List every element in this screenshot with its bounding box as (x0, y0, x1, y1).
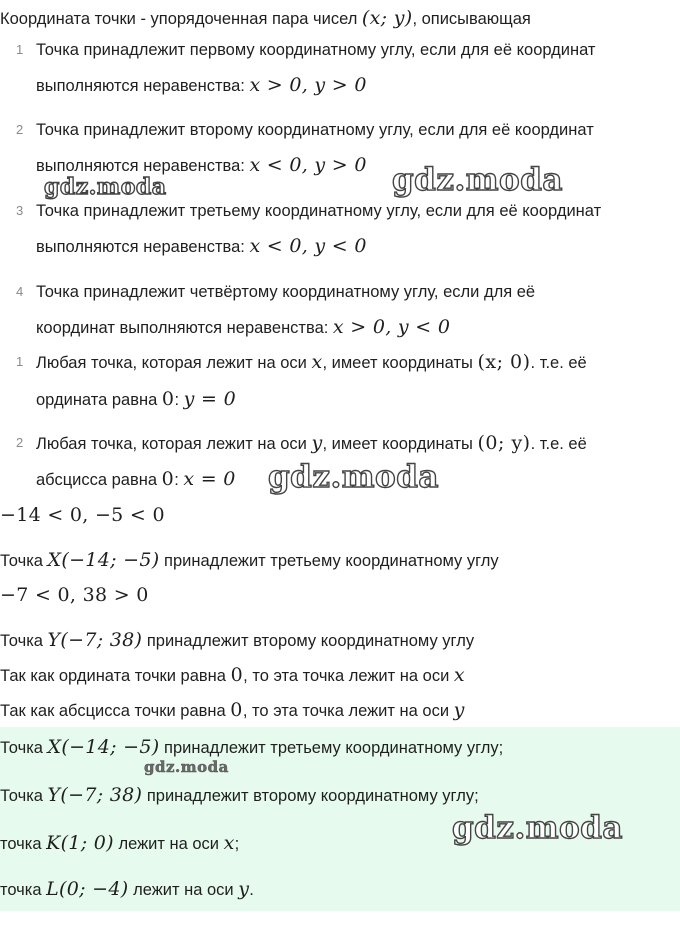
list-number: 1 (16, 42, 24, 57)
watermark: gdz.moda (144, 758, 229, 776)
list-line2: ордината равна 0: y = 0 (36, 388, 236, 410)
list-line2: выполняются неравенства: x < 0, y < 0 (36, 235, 367, 257)
list-number: 4 (16, 284, 24, 299)
answer-line: точка L(0; −4) лежит на оси y. (0, 878, 254, 900)
intro-text-end: , описывающая (412, 10, 531, 28)
watermark: gdz.moda (268, 459, 439, 495)
list-line2: координат выполняются неравенства: x > 0, y < 0 (36, 316, 451, 338)
inequality-y: −7 < 0, 38 > 0 (0, 584, 149, 606)
list-line1: Точка принадлежит первому координатному углу, если для её координат (36, 41, 596, 59)
list-number: 1 (16, 354, 24, 369)
list-line1: Точка принадлежит четвёртому координатному углу, если для её (36, 283, 536, 301)
intro-text: Координата точки - упорядоченная пара чисел (0, 10, 362, 28)
watermark: gdz.moda (44, 174, 167, 200)
intro-line (0, 6, 531, 31)
watermark: gdz.moda (452, 810, 623, 846)
list-line2: выполняются неравенства: x > 0, y > 0 (36, 74, 367, 96)
point-x-line: Точка X(−14; −5) принадлежит третьему координатному углу (0, 549, 499, 571)
list-number: 2 (16, 435, 24, 450)
point-k-line: Так как ордината точки равна 0, то эта точка лежит на оси x (0, 664, 465, 686)
answer-line: Точка Y(−7; 38) принадлежит второму координатному углу; (0, 784, 479, 806)
list-line1: Точка принадлежит второму координатному углу, если для её координат (36, 121, 594, 139)
list-number: 3 (16, 203, 24, 218)
list-line2: выполняются неравенства: x < 0, y > 0 (36, 154, 367, 176)
list-line1: Любая точка, которая лежит на оси x, имеет координаты (x; 0). т.е. её (36, 351, 587, 373)
answer-line: точка K(1; 0) лежит на оси x; (0, 832, 240, 854)
watermark: gdz.moda (392, 162, 563, 198)
intro-math: (x; y) (361, 7, 413, 29)
list-line2: абсцисса равна 0: x = 0 (36, 468, 236, 490)
inequality-x: −14 < 0, −5 < 0 (0, 504, 165, 526)
point-y-line: Точка Y(−7; 38) принадлежит второму координатному углу (0, 629, 475, 651)
answer-line: Точка X(−14; −5) принадлежит третьему координатному углу; (0, 736, 504, 758)
point-l-line: Так как абсцисса точки равна 0, то эта точка лежит на оси y (0, 699, 465, 721)
list-number: 2 (16, 122, 24, 137)
list-line1: Любая точка, которая лежит на оси y, имеет координаты (0; y). т.е. её (36, 432, 587, 454)
list-line1: Точка принадлежит третьему координатному углу, если для её координат (36, 202, 602, 220)
